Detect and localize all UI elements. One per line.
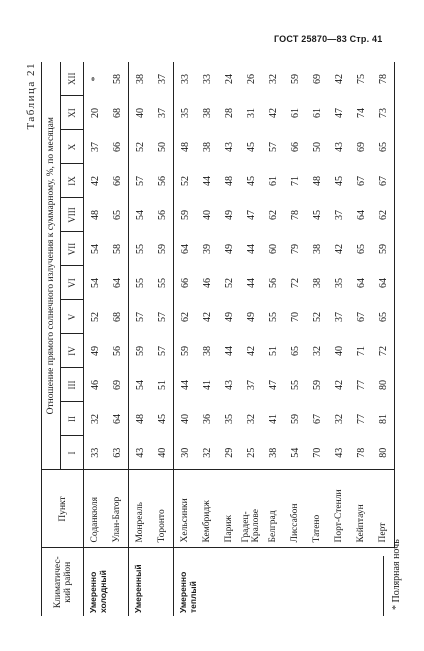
month-header: XII	[61, 62, 84, 96]
value-cell: 28	[223, 108, 235, 118]
footnote: * Полярная ночь	[391, 539, 402, 610]
value-cell: 40	[333, 346, 345, 356]
value-cell: 58	[111, 74, 123, 84]
city-cell: Улан-Батор	[106, 470, 129, 548]
value-cell: 57	[129, 300, 152, 334]
table-row	[284, 62, 306, 616]
value-cell: 56	[156, 176, 168, 186]
value-cell: 49	[89, 346, 101, 356]
value-cell: 48	[89, 210, 101, 220]
city-cell: Порт-Стенли	[328, 470, 350, 548]
value-cell: 54	[89, 244, 101, 254]
value-cell: 51	[267, 346, 279, 356]
value-cell: *	[89, 76, 101, 82]
city-cell: Татено	[306, 470, 328, 548]
value-cell: 66	[174, 266, 197, 300]
value-cell: 40	[174, 402, 197, 436]
value-cell: 55	[129, 232, 152, 266]
value-cell: 55	[289, 380, 301, 390]
value-cell: 67	[355, 312, 367, 322]
table-row	[196, 62, 218, 616]
value-cell: 67	[311, 414, 323, 424]
value-cell: 42	[333, 380, 345, 390]
value-cell: 64	[174, 232, 197, 266]
value-cell: 54	[129, 198, 152, 232]
value-cell: 59	[174, 198, 197, 232]
table-row	[328, 62, 350, 616]
value-cell: 57	[156, 312, 168, 322]
value-cell: 74	[355, 108, 367, 118]
value-cell: 46	[201, 278, 213, 288]
value-cell: 62	[372, 198, 395, 232]
value-cell: 59	[289, 414, 301, 424]
value-cell: 54	[129, 368, 152, 402]
value-cell: 37	[333, 210, 345, 220]
city-cell: Кейптаун	[350, 470, 372, 548]
value-cell: 57	[129, 164, 152, 198]
value-cell: 43	[129, 436, 152, 470]
value-cell: 26	[245, 74, 257, 84]
table-row	[372, 62, 395, 616]
value-cell: 44	[201, 176, 213, 186]
data-table	[41, 62, 395, 616]
value-cell: 52	[223, 278, 235, 288]
value-cell: 57	[156, 346, 168, 356]
value-cell: 50	[311, 142, 323, 152]
value-cell: 49	[223, 312, 235, 322]
value-cell: 62	[267, 210, 279, 220]
footnote-rule	[383, 556, 384, 616]
climate-zone-cell: Умеренно теплый	[174, 548, 395, 616]
value-cell: 64	[372, 266, 395, 300]
value-cell: 35	[174, 96, 197, 130]
value-cell: 38	[311, 244, 323, 254]
value-cell: 45	[245, 142, 257, 152]
climate-zone-cell: Умеренно холодный	[84, 548, 129, 616]
value-cell: 40	[129, 96, 152, 130]
value-cell: 43	[223, 142, 235, 152]
value-cell: 66	[111, 176, 123, 186]
table-row	[306, 62, 328, 616]
value-cell: 66	[289, 142, 301, 152]
table-row	[106, 62, 129, 616]
value-cell: 55	[129, 266, 152, 300]
table-row	[218, 62, 240, 616]
value-cell: 20	[89, 108, 101, 118]
value-cell: 48	[223, 176, 235, 186]
value-cell: 59	[311, 380, 323, 390]
value-cell: 79	[289, 244, 301, 254]
month-header: VIII	[61, 198, 84, 232]
value-cell: 32	[267, 74, 279, 84]
table-row	[151, 62, 174, 616]
value-cell: 43	[333, 142, 345, 152]
table-row	[84, 62, 107, 616]
month-header: IX	[61, 164, 84, 198]
value-cell: 25	[245, 447, 257, 458]
value-cell: 40	[156, 447, 168, 458]
value-cell: 59	[174, 334, 197, 368]
value-cell: 36	[201, 414, 213, 424]
value-cell: 47	[245, 210, 257, 220]
month-header: III	[61, 368, 84, 402]
value-cell: 38	[201, 142, 213, 152]
month-header: VI	[61, 266, 84, 300]
value-cell: 80	[372, 368, 395, 402]
value-cell: 38	[201, 108, 213, 118]
month-header: XI	[61, 96, 84, 130]
table-row	[174, 62, 197, 616]
value-cell: 41	[267, 414, 279, 424]
city-cell: Монреаль	[129, 470, 152, 548]
value-cell: 70	[311, 447, 323, 458]
value-cell: 64	[111, 278, 123, 288]
value-cell: 58	[111, 244, 123, 254]
value-cell: 52	[311, 312, 323, 322]
value-cell: 38	[311, 278, 323, 288]
value-cell: 68	[111, 108, 123, 118]
value-cell: 56	[156, 210, 168, 220]
value-cell: 42	[201, 312, 213, 322]
value-cell: 67	[355, 176, 367, 186]
value-cell: 43	[333, 447, 345, 458]
value-cell: 52	[129, 130, 152, 164]
value-cell: 56	[267, 278, 279, 288]
value-cell: 32	[89, 414, 101, 424]
value-cell: 38	[201, 346, 213, 356]
value-cell: 81	[372, 402, 395, 436]
month-header: II	[61, 402, 84, 436]
value-cell: 73	[372, 96, 395, 130]
value-cell: 44	[245, 278, 257, 288]
value-cell: 69	[311, 74, 323, 84]
value-cell: 32	[311, 346, 323, 356]
running-header: ГОСТ 25870—83 Стр. 41	[274, 34, 383, 44]
value-cell: 65	[355, 244, 367, 254]
value-cell: 59	[129, 334, 152, 368]
value-cell: 37	[333, 312, 345, 322]
table-row	[350, 62, 372, 616]
city-cell: Кембридж	[196, 470, 218, 548]
value-cell: 44	[223, 346, 235, 356]
city-cell: Белград	[262, 470, 284, 548]
value-cell: 48	[174, 130, 197, 164]
value-cell: 38	[267, 447, 279, 458]
value-cell: 61	[311, 108, 323, 118]
value-cell: 71	[355, 346, 367, 356]
value-cell: 55	[156, 278, 168, 288]
value-cell: 44	[174, 368, 197, 402]
city-cell: Перт	[372, 470, 395, 548]
value-cell: 64	[111, 414, 123, 424]
value-cell: 49	[245, 312, 257, 322]
value-cell: 32	[245, 414, 257, 424]
value-cell: 42	[89, 176, 101, 186]
value-cell: 54	[89, 278, 101, 288]
value-cell: 48	[129, 402, 152, 436]
value-cell: 57	[267, 142, 279, 152]
value-cell: 37	[156, 108, 168, 118]
value-cell: 47	[267, 380, 279, 390]
value-cell: 35	[333, 278, 345, 288]
city-cell: Хельсинки	[174, 470, 197, 548]
value-cell: 75	[355, 74, 367, 84]
month-header: IV	[61, 334, 84, 368]
value-cell: 38	[129, 62, 152, 96]
value-cell: 45	[311, 210, 323, 220]
value-cell: 62	[174, 300, 197, 334]
value-cell: 39	[201, 244, 213, 254]
value-cell: 41	[201, 380, 213, 390]
value-cell: 42	[245, 346, 257, 356]
value-cell: 35	[223, 414, 235, 424]
value-cell: 63	[111, 447, 123, 458]
value-cell: 32	[201, 447, 213, 458]
value-cell: 43	[223, 380, 235, 390]
month-header: VII	[61, 232, 84, 266]
table-label: Таблица 21	[25, 62, 37, 130]
value-cell: 33	[89, 447, 101, 458]
value-cell: 80	[372, 436, 395, 470]
city-cell: Градец- Кралове	[240, 470, 262, 548]
value-cell: 45	[333, 176, 345, 186]
value-cell: 42	[267, 108, 279, 118]
month-header: X	[61, 130, 84, 164]
value-cell: 42	[333, 244, 345, 254]
value-cell: 65	[111, 210, 123, 220]
value-cell: 55	[267, 312, 279, 322]
value-cell: 71	[289, 176, 301, 186]
value-cell: 24	[223, 74, 235, 84]
value-cell: 48	[311, 176, 323, 186]
value-cell: 69	[355, 142, 367, 152]
value-cell: 61	[289, 108, 301, 118]
column-header-point: Пункт	[42, 470, 84, 548]
value-cell: 65	[372, 300, 395, 334]
value-cell: 45	[245, 176, 257, 186]
value-cell: 78	[372, 62, 395, 96]
value-cell: 52	[89, 312, 101, 322]
value-cell: 37	[156, 74, 168, 84]
table-row	[262, 62, 284, 616]
value-cell: 44	[245, 244, 257, 254]
value-cell: 47	[333, 108, 345, 118]
column-header-zone: Климатичес- кий район	[42, 548, 84, 616]
climate-zone-cell: Умеренный	[129, 548, 174, 616]
value-cell: 29	[223, 447, 235, 458]
value-cell: 42	[333, 74, 345, 84]
city-cell: Соданкюля	[84, 470, 107, 548]
value-cell: 45	[156, 414, 168, 424]
value-cell: 49	[223, 244, 235, 254]
value-cell: 59	[372, 232, 395, 266]
month-header: I	[61, 436, 84, 470]
value-cell: 78	[355, 447, 367, 458]
value-cell: 66	[111, 142, 123, 152]
city-cell: Торонто	[151, 470, 174, 548]
rotated-table-area	[25, 60, 411, 616]
column-header-months-caption: Отношение прямого солнечного излучения к суммарному, %, по месяцам	[42, 62, 61, 470]
value-cell: 49	[223, 210, 235, 220]
value-cell: 33	[174, 62, 197, 96]
value-cell: 69	[111, 380, 123, 390]
value-cell: 30	[174, 436, 197, 470]
value-cell: 67	[372, 164, 395, 198]
value-cell: 31	[245, 108, 257, 118]
value-cell: 59	[289, 74, 301, 84]
value-cell: 70	[289, 312, 301, 322]
value-cell: 54	[289, 447, 301, 458]
value-cell: 56	[111, 346, 123, 356]
value-cell: 78	[289, 210, 301, 220]
value-cell: 64	[355, 278, 367, 288]
value-cell: 64	[355, 210, 367, 220]
value-cell: 59	[156, 244, 168, 254]
value-cell: 37	[245, 380, 257, 390]
value-cell: 51	[156, 380, 168, 390]
value-cell: 33	[201, 74, 213, 84]
value-cell: 50	[156, 142, 168, 152]
month-header: V	[61, 300, 84, 334]
city-cell: Париж	[218, 470, 240, 548]
value-cell: 52	[174, 164, 197, 198]
value-cell: 32	[333, 414, 345, 424]
value-cell: 65	[372, 130, 395, 164]
value-cell: 72	[289, 278, 301, 288]
value-cell: 40	[201, 210, 213, 220]
city-cell: Лиссабон	[284, 470, 306, 548]
value-cell: 46	[89, 380, 101, 390]
value-cell: 72	[372, 334, 395, 368]
value-cell: 77	[355, 414, 367, 424]
table-row	[240, 62, 262, 616]
value-cell: 61	[267, 176, 279, 186]
value-cell: 77	[355, 380, 367, 390]
value-cell: 37	[89, 142, 101, 152]
value-cell: 60	[267, 244, 279, 254]
value-cell: 68	[111, 312, 123, 322]
table-row	[129, 62, 152, 616]
value-cell: 65	[289, 346, 301, 356]
